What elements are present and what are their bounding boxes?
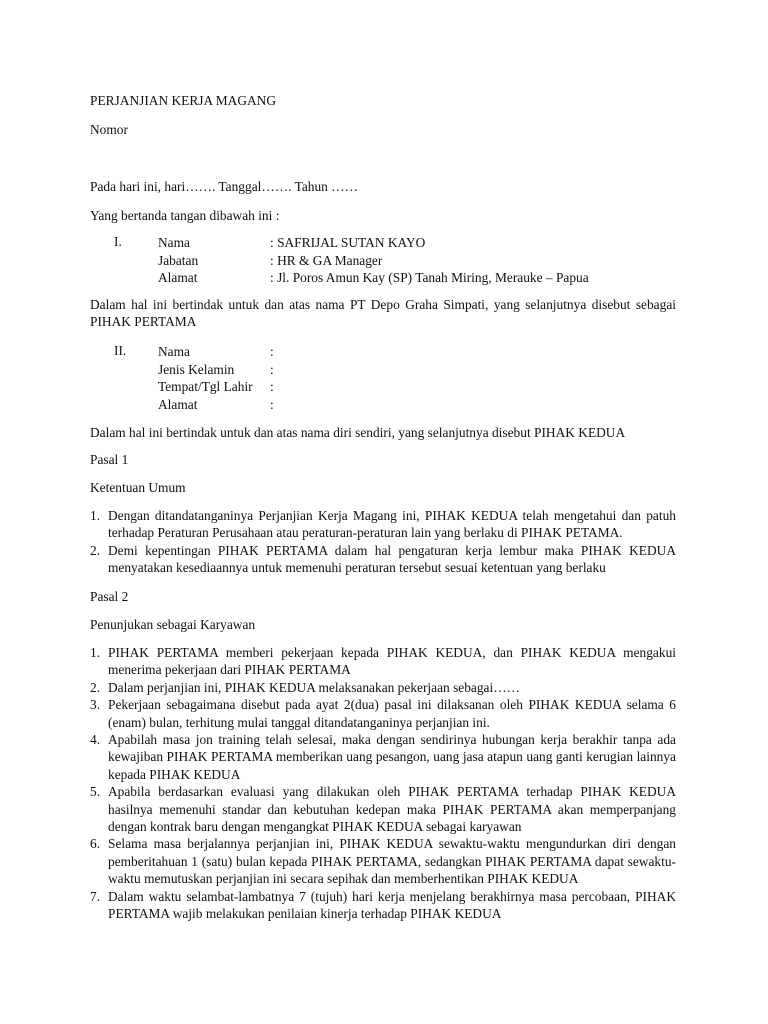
field-label: Alamat (158, 396, 198, 412)
party-two-block (114, 343, 714, 413)
party-one-numeral: I. (114, 234, 122, 249)
field-label: Tempat/Tgl Lahir (158, 379, 253, 394)
field-value: : Jl. Poros Amun Kay (SP) Tanah Miring, Merauke – Papua (270, 270, 589, 285)
party-two-row (114, 343, 714, 361)
list-item: 2. Dalam perjanjian ini, PIHAK KEDUA melaksanakan pekerjaan sebagai…… (90, 679, 521, 695)
field-value: : (270, 361, 274, 377)
party-one-row (114, 252, 714, 270)
field-label: Alamat (158, 270, 198, 285)
list-item: 2. Demi kepentingan PIHAK PERTAMA dalam hal pengaturan kerja lembur maka PIHAK KEDUA menyatakan kesediaannya untuk memenuhi peraturan tersebut sesuai ketentuan yang berlaku (90, 542, 676, 576)
pasal-1-title: Ketentuan Umum (90, 480, 186, 495)
field-label: Nama (158, 235, 190, 250)
list-item: 3. Pekerjaan sebagaimana disebut pada ayat 2(dua) pasal ini dilaksanan oleh PIHAK KEDUA selama 6 (enam) bulan, terhitung mulai tanggal ditandatanganinya perjanjian ini. (90, 697, 676, 730)
list-item: 7. Dalam waktu selambat-lambatnya 7 (tujuh) hari kerja menjelang berakhirnya masa percobaan, PIHAK PERTAMA wajib melakukan penilaian kinerja terhadap PIHAK KEDUA (90, 888, 676, 922)
opening-statement: Pada hari ini, hari……. Tanggal……. Tahun …… (90, 179, 359, 194)
list-item: 6. Selama masa berjalannya perjanjian ini, PIHAK KEDUA sewaktu-waktu mengundurkan diri dengan pemberitahuan 1 (satu) bulan kepada PIHAK PERTAMA, sedangkan PIHAK PERTAMA dapat sewaktu-waktu memutuskan perjanjian ini secara sepihak dan memberhentikan PIHAK KEDUA (90, 836, 676, 887)
pasal-2-title: Penunjukan sebagai Karyawan (90, 617, 256, 632)
field-value: : HR & GA Manager (270, 252, 383, 268)
party-two-numeral: II. (114, 343, 127, 358)
field-label: Jenis Kelamin (158, 361, 235, 377)
party-two-row (114, 361, 714, 379)
party-two-row (114, 396, 714, 414)
list-item: 1. Dengan ditandatanganinya Perjanjian Kerja Magang ini, PIHAK KEDUA telah mengetahui dan patuh terhadap Peraturan Perusahaan atau peraturan-peraturan lain yang berlaku di PIHAK PETAMA. (90, 508, 676, 541)
field-value: : (270, 396, 274, 412)
document-number: Nomor (90, 122, 128, 137)
party-two-row (114, 378, 714, 396)
party-one-row (114, 234, 714, 252)
party-one-block (114, 234, 714, 287)
party-one-statement: Dalam hal ini bertindak untuk dan atas nama PT Depo Graha Simpati, yang selanjutnya disebut sebagai PIHAK PERTAMA (90, 297, 676, 329)
field-value: : (270, 379, 274, 394)
pasal-2-list (90, 644, 676, 923)
field-label: Jabatan (158, 252, 199, 268)
field-value: : (270, 344, 274, 359)
list-item: 5. Apabila berdasarkan evaluasi yang dilakukan oleh PIHAK PERTAMA terhadap PIHAK KEDUA hasilnya memenuhi standar dan kebutuhan kedepan maka PIHAK PERTAMA akan memperpanjang dengan kontrak baru dengan mengangkat PIHAK KEDUA sebagai karyawan (90, 784, 676, 835)
field-label: Nama (158, 344, 190, 359)
pasal-1-heading: Pasal 1 (90, 452, 129, 467)
list-item: 4. Apabilah masa jon training telah selesai, maka dengan sendirinya hubungan kerja berakhir tanpa ada kewajiban PIHAK PERTAMA memberikan uang pesangon, uang jasa atapun uang ganti kerugian lainnya kepada PIHAK KEDUA (90, 732, 676, 782)
signatory-intro: Yang bertanda tangan dibawah ini : (90, 208, 280, 223)
pasal-2-heading: Pasal 2 (90, 589, 129, 604)
field-value: : SAFRIJAL SUTAN KAYO (270, 235, 426, 250)
party-one-row (114, 269, 714, 287)
pasal-1-list (90, 507, 676, 577)
list-item: 1. PIHAK PERTAMA memberi pekerjaan kepada PIHAK KEDUA, dan PIHAK KEDUA mengakui menerima pekerjaan dari PIHAK PERTAMA (90, 645, 676, 678)
party-two-statement: Dalam hal ini bertindak untuk dan atas nama diri sendiri, yang selanjutnya disebut PIHAK KEDUA (90, 425, 626, 440)
document-title: PERJANJIAN KERJA MAGANG (90, 93, 276, 108)
